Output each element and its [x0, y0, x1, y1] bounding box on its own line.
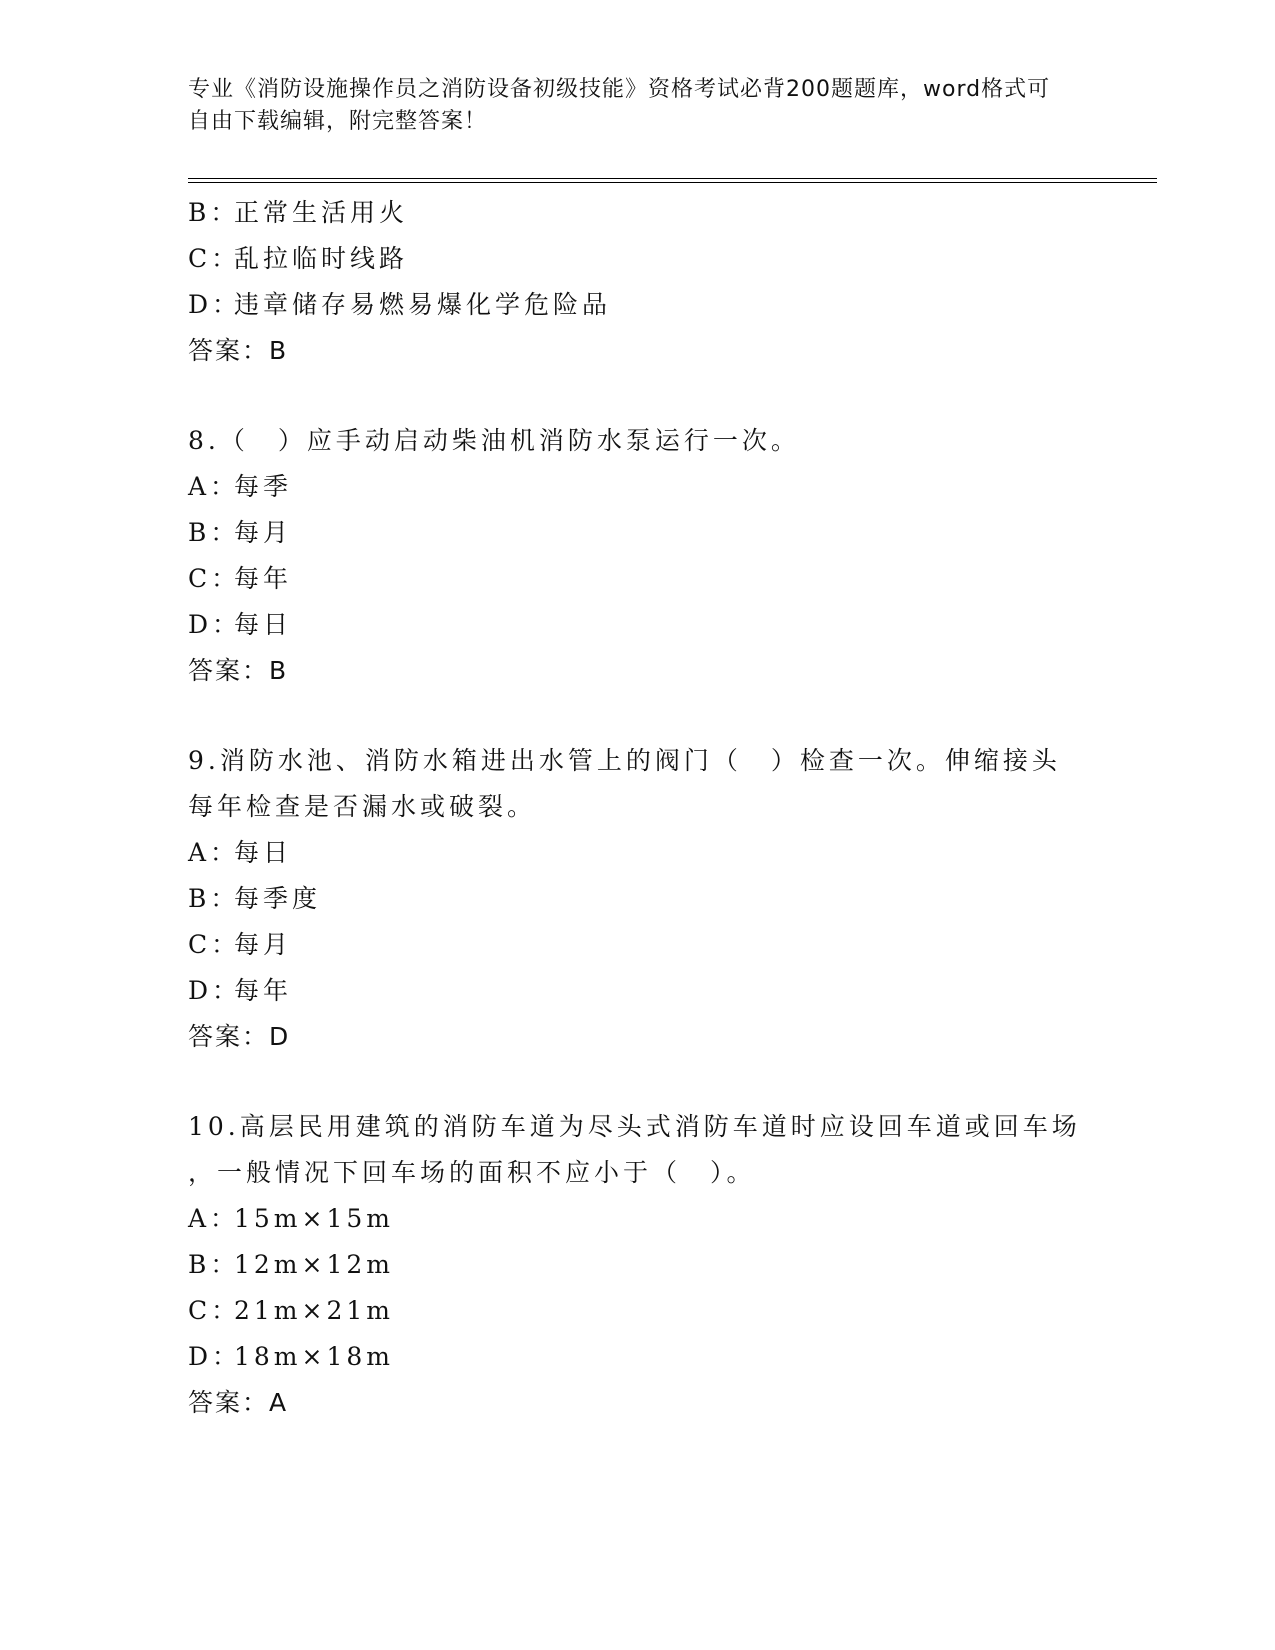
- answer-line: 答案：B: [188, 336, 289, 365]
- option-text: 每日: [234, 610, 293, 639]
- option-d: [188, 1334, 1088, 1380]
- option-key: C：: [188, 564, 241, 593]
- option-key: A：: [188, 472, 240, 501]
- option-c: [188, 922, 1088, 968]
- question-stem-line-1: 9.消防水池、消防水箱进出水管上的阀门（ ）检查一次。伸缩接头: [188, 746, 1061, 775]
- option-c: [188, 1288, 1088, 1334]
- option-text: 每月: [234, 518, 293, 547]
- option-key: A：: [188, 1204, 240, 1233]
- answer-line: 答案：A: [188, 1388, 289, 1417]
- option-text: 每季: [234, 472, 293, 501]
- option-text: 18m×18m: [234, 1342, 394, 1371]
- option-a: [188, 830, 1088, 876]
- option-key: B：: [188, 1250, 240, 1279]
- option-text: 乱拉临时线路: [234, 244, 409, 273]
- question-9-block: [188, 738, 1088, 1060]
- option-d: [188, 282, 1088, 328]
- option-text: 12m×12m: [234, 1250, 394, 1279]
- option-key: B：: [188, 518, 240, 547]
- question-stem-line-2: ，一般情况下回车场的面积不应小于（ ）。: [188, 1158, 756, 1187]
- option-b: [188, 190, 1088, 236]
- option-key: A：: [188, 838, 240, 867]
- option-text: 正常生活用火: [234, 198, 409, 227]
- option-b: [188, 510, 1088, 556]
- answer-line: 答案：D: [188, 1022, 291, 1051]
- option-key: D：: [188, 976, 242, 1005]
- answer-line: 答案：B: [188, 656, 289, 685]
- option-key: D：: [188, 290, 242, 319]
- option-a: [188, 464, 1088, 510]
- option-text: 每季度: [234, 884, 322, 913]
- option-a: [188, 1196, 1088, 1242]
- document-header: 专业《消防设施操作员之消防设备初级技能》资格考试必背200题题库，word格式可自由下载编辑，附完整答案！: [188, 77, 1051, 134]
- option-text: 违章储存易燃易爆化学危险品: [234, 290, 612, 319]
- option-b: [188, 876, 1088, 922]
- question-8-block: [188, 418, 1088, 694]
- option-text: 每日: [234, 838, 293, 867]
- question-7-block: [188, 190, 1088, 374]
- option-text: 每月: [234, 930, 293, 959]
- option-key: C：: [188, 1296, 241, 1325]
- option-b: [188, 1242, 1088, 1288]
- option-key: D：: [188, 1342, 242, 1371]
- header-divider-top: [188, 178, 1157, 179]
- option-key: B：: [188, 198, 240, 227]
- question-stem-line-2: 每年检查是否漏水或破裂。: [188, 792, 537, 821]
- option-d: [188, 602, 1088, 648]
- question-stem-line-1: 10.高层民用建筑的消防车道为尽头式消防车道时应设回车道或回车场: [188, 1112, 1081, 1141]
- question-10-block: [188, 1104, 1088, 1426]
- option-key: C：: [188, 930, 241, 959]
- option-c: [188, 236, 1088, 282]
- question-list: [188, 190, 1088, 1426]
- option-key: B：: [188, 884, 240, 913]
- option-c: [188, 556, 1088, 602]
- option-text: 15m×15m: [234, 1204, 394, 1233]
- header-divider-bottom: [188, 182, 1157, 183]
- option-text: 每年: [234, 976, 293, 1005]
- option-d: [188, 968, 1088, 1014]
- option-key: C：: [188, 244, 241, 273]
- option-text: 每年: [234, 564, 293, 593]
- option-key: D：: [188, 610, 242, 639]
- option-text: 21m×21m: [234, 1296, 394, 1325]
- question-stem: 8.（ ）应手动启动柴油机消防水泵运行一次。: [188, 426, 800, 455]
